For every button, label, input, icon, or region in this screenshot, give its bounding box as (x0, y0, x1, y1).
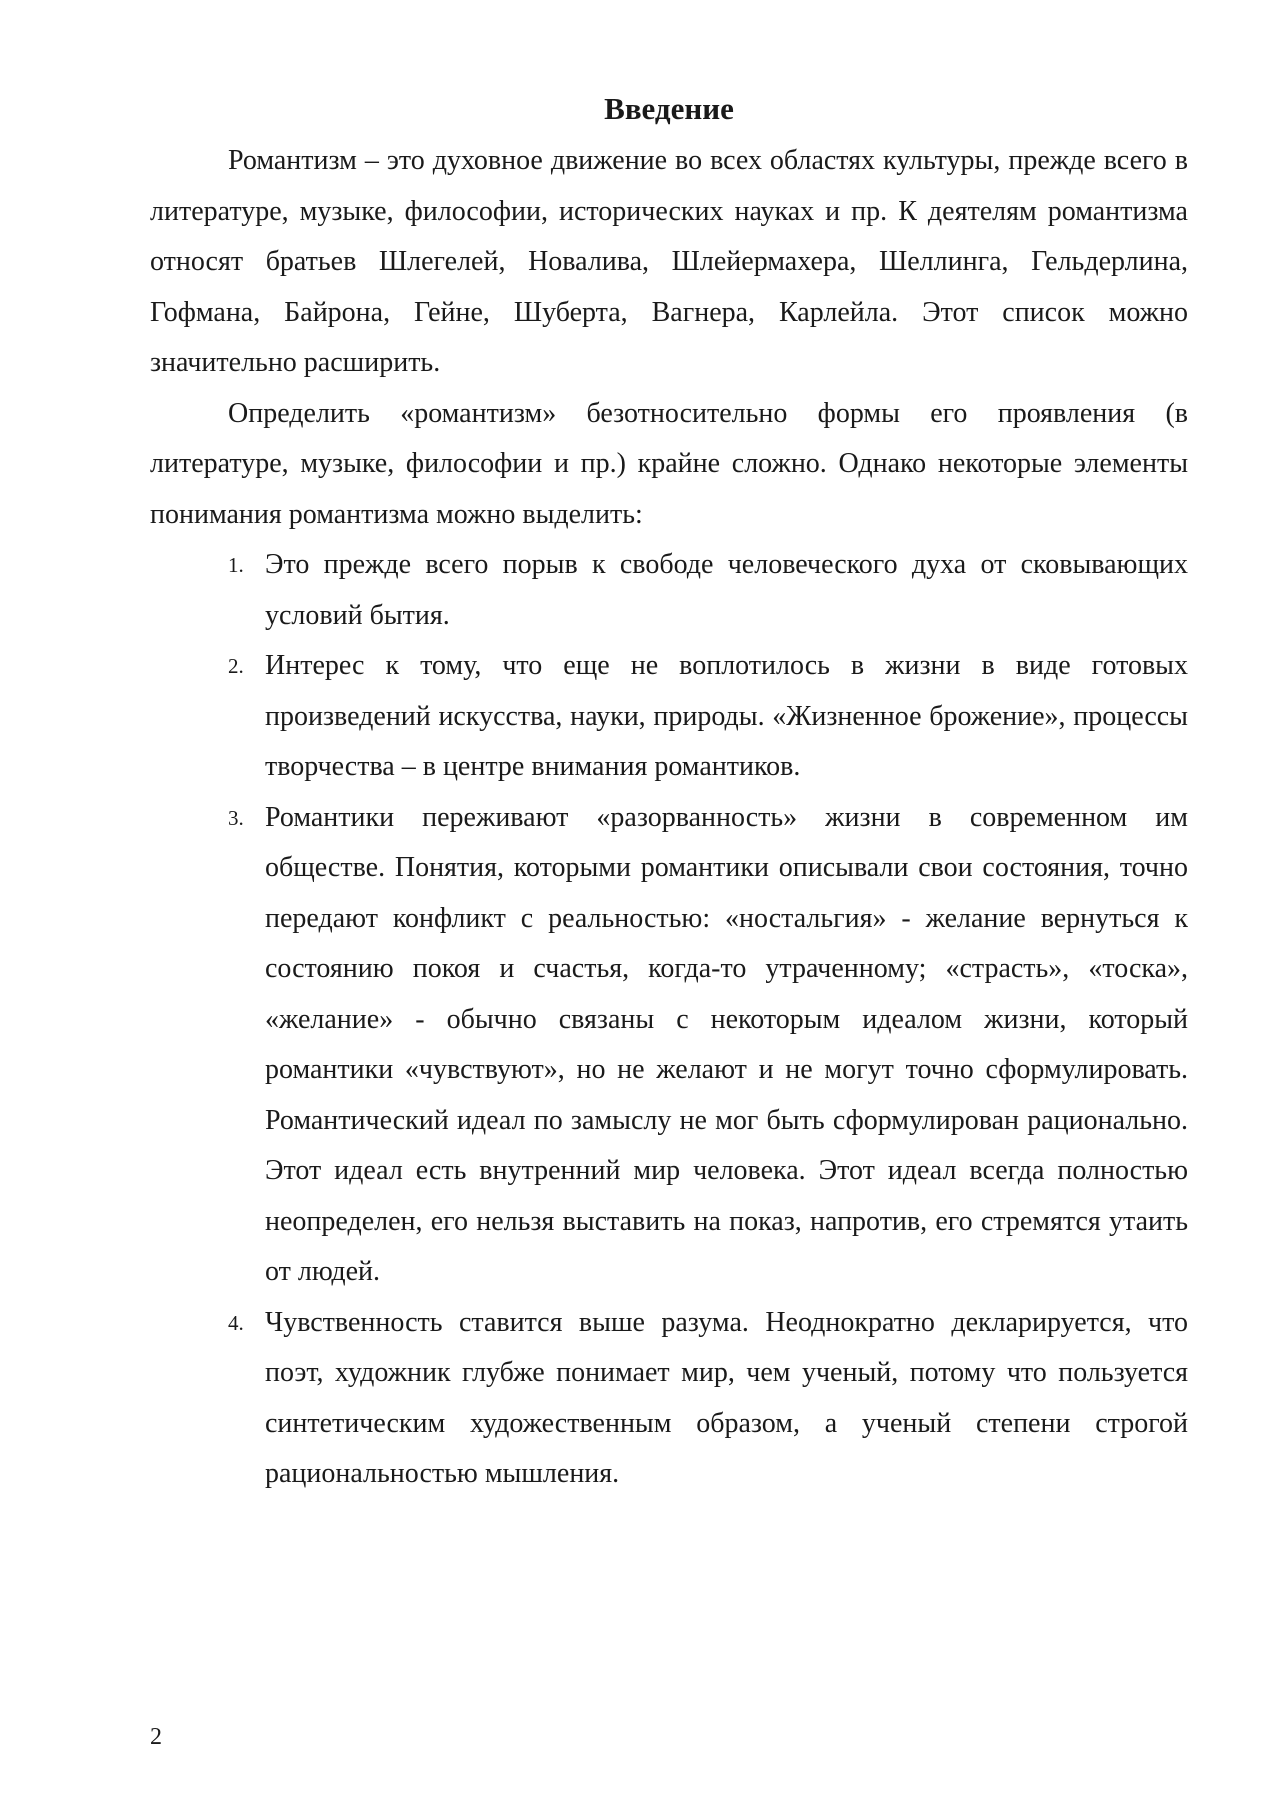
page-number: 2 (150, 1724, 162, 1750)
list-item (150, 540, 1188, 641)
list-item (150, 1298, 1188, 1500)
paragraph-intro: Романтизм – это духовное движение во всех областях культуры, прежде всего в литературе, музыке, философии, исторических науках и пр. К деятелям романтизма относят братьев Шлегелей, Новалива, Шлейермахера, Шеллинга, Гельдерлина, Гофмана, Байрона, Гейне, Шуберта, Вагнера, Карлейла. Этот список можно значительно расширить. (150, 145, 1188, 378)
list-item (150, 793, 1188, 1298)
list-item-text: Интерес к тому, что еще не воплотилось в жизни в виде готовых произведений искусства, науки, природы. «Жизненное брожение», процессы творчества – в центре внимания романтиков. (265, 650, 1188, 782)
document-page (150, 86, 1188, 1500)
list-item-number: 1. (228, 553, 244, 577)
list-item-text: Чувственность ставится выше разума. Неоднократно декларируется, что поэт, художник глубже понимает мир, чем ученый, потому что пользуется синтетическим художественным образом, а ученый степени строгой рациональностью мышления. (265, 1306, 1188, 1489)
romanticism-elements-list (150, 540, 1188, 1500)
paragraph-definition: Определить «романтизм» безотносительно формы его проявления (в литературе, музыке, философии и пр.) крайне сложно. Однако некоторые элементы понимания романтизма можно выделить: (150, 397, 1188, 530)
list-item-number: 2. (228, 654, 244, 678)
list-item-text: Романтики переживают «разорванность» жизни в современном им обществе. Понятия, которыми романтики описывали свои состояния, точно передают конфликт с реальностью: «ностальгия» - желание вернуться к состоянию покоя и счастья, когда-то утраченному; «страсть», «тоска», «желание» - обычно связаны с некоторым идеалом жизни, который романтики «чувствуют», но не желают и не могут точно сформулировать. Романтический идеал по замыслу не мог быть сформулирован рационально. Этот идеал есть внутренний мир человека. Этот идеал всегда полностью неопределен, его нельзя выставить на показ, напротив, его стремятся утаить от людей. (265, 801, 1188, 1287)
list-item (150, 641, 1188, 793)
page-title: Введение (604, 91, 734, 126)
list-item-text: Это прежде всего порыв к свободе человеческого духа от сковывающих условий бытия. (265, 549, 1188, 631)
list-item-number: 3. (228, 805, 244, 830)
list-item-number: 4. (228, 1310, 244, 1335)
